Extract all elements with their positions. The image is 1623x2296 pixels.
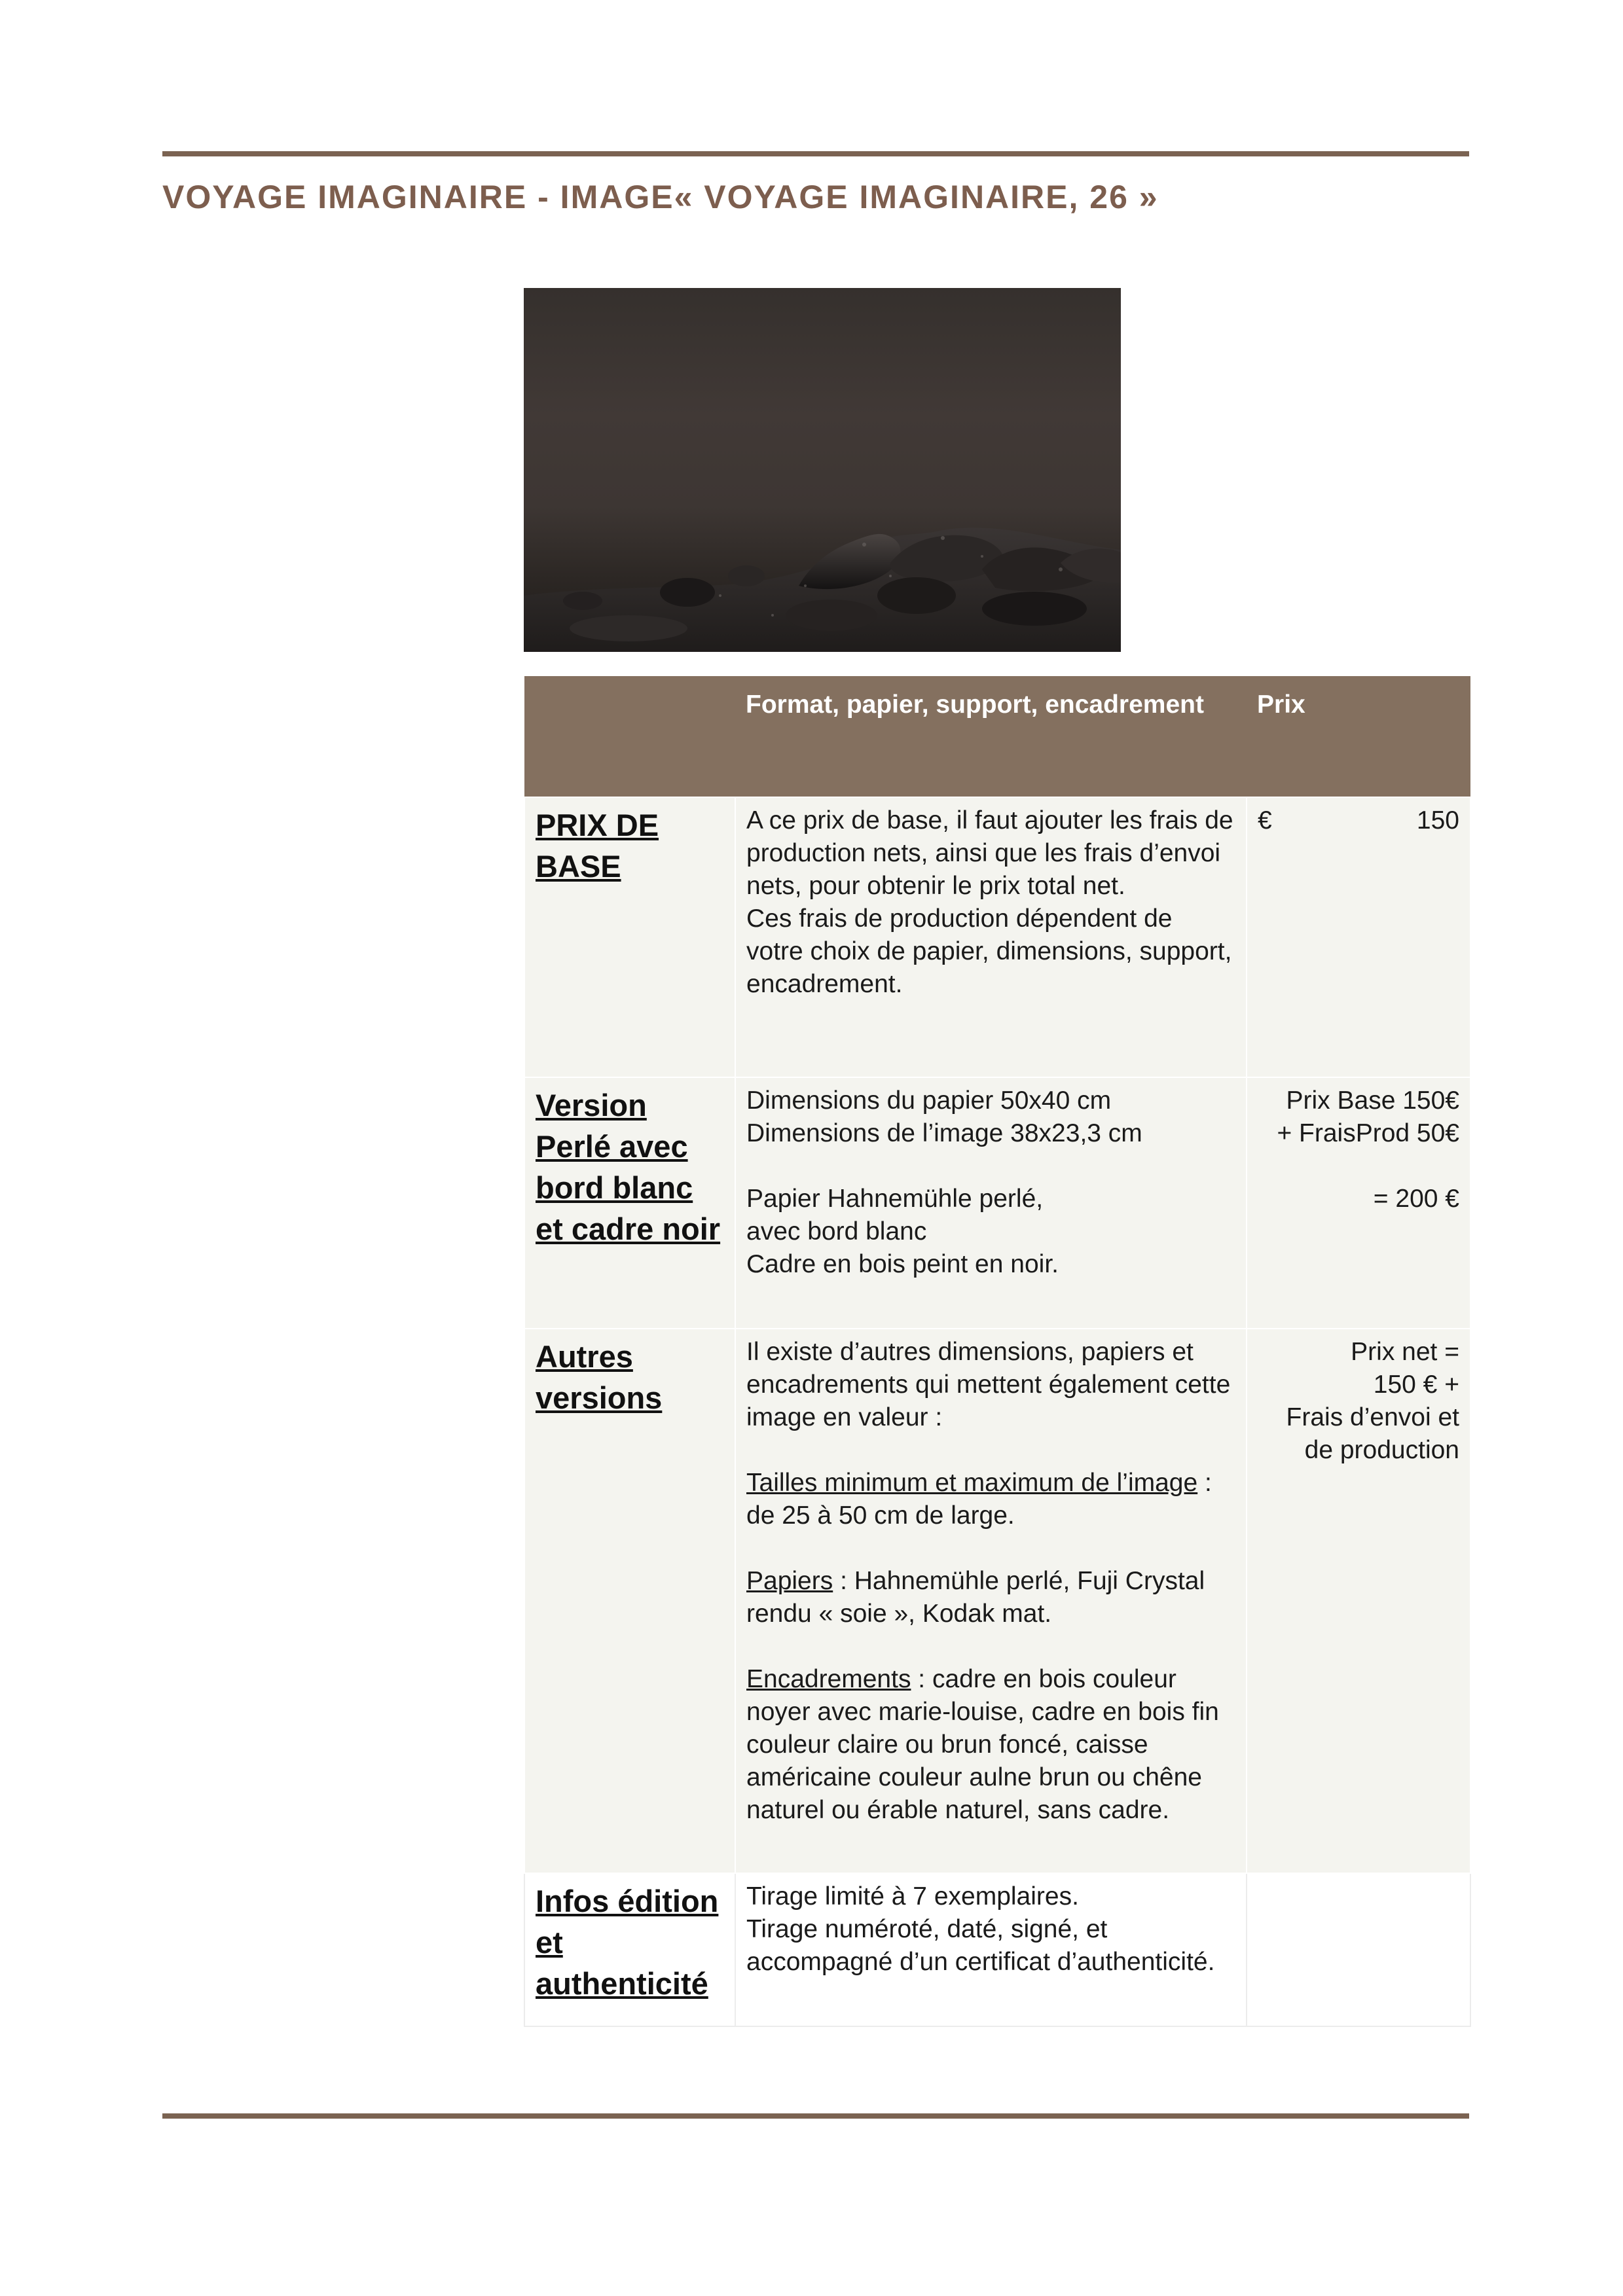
base-price (1258, 804, 1459, 837)
row-label-cell (524, 797, 735, 1077)
row-price-cell (1247, 1329, 1470, 1873)
other-versions-price: Prix net = 150 € + Frais d’envoi et de production (1286, 1338, 1459, 1464)
table-row-other-versions (524, 1329, 1470, 1873)
row-label: PRIX DE BASE (536, 808, 659, 884)
page-title: VOYAGE IMAGINAIRE - IMAGE« VOYAGE IMAGINAIRE, 26 » (162, 179, 1159, 215)
row-description-cell (735, 797, 1247, 1077)
row-label-cell (524, 1873, 735, 2026)
row-description: A ce prix de base, il faut ajouter les frais de production nets, ainsi que les frais d’envoi nets, pour obtenir le prix total net. Ces frais de production dépendent de votre choix de papier, dimensions, support, encadrement. (746, 806, 1233, 998)
header-blank (524, 676, 735, 797)
currency-symbol: € (1258, 806, 1272, 834)
row-price-cell (1247, 1873, 1470, 2026)
row-label: Version Perlé avec bord blanc et cadre noir (536, 1088, 721, 1246)
frames-text: : cadre en bois couleur noyer avec marie-louise, cadre en bois fin couleur claire ou brun foncé, caisse américaine couleur aulne brun ou chêne naturel ou érable naturel, sans cadre. (746, 1665, 1219, 1824)
sizes-label: Tailles minimum et maximum de l’image (746, 1469, 1198, 1497)
base-price-amount: 150 (1416, 806, 1459, 834)
header-price: Prix (1247, 676, 1470, 797)
table-header-row (524, 676, 1470, 797)
row-description-cell (735, 1077, 1247, 1329)
frames-paragraph (746, 1663, 1235, 1827)
row-description-cell (735, 1873, 1247, 2026)
frames-label: Encadrements (746, 1665, 911, 1693)
papers-paragraph (746, 1565, 1235, 1630)
sizes-paragraph (746, 1467, 1235, 1532)
row-label-cell (524, 1329, 735, 1873)
row-label-cell (524, 1077, 735, 1329)
other-versions-intro: Il existe d’autres dimensions, papiers et encadrements qui mettent également cette image en valeur : (746, 1338, 1231, 1431)
row-description-cell (735, 1329, 1247, 1873)
version-price: Prix Base 150€ + FraisProd 50€ = 200 € (1277, 1086, 1459, 1213)
header-format: Format, papier, support, encadrement (735, 676, 1247, 797)
row-price-cell (1247, 1077, 1470, 1329)
table-row-base-price (524, 797, 1470, 1077)
rocks-image (524, 288, 1121, 652)
bottom-rule (162, 2113, 1469, 2119)
row-price-cell (1247, 797, 1470, 1077)
sizes-text: : de 25 à 50 cm de large. (746, 1469, 1212, 1530)
row-label: Infos édition et authenticité (536, 1884, 719, 2001)
papers-text: : Hahnemühle perlé, Fuji Crystal rendu « soie », Kodak mat. (746, 1567, 1205, 1628)
row-description: Dimensions du papier 50x40 cm Dimensions de l’image 38x23,3 cm Papier Hahnemühle perlé, avec bord blanc Cadre en bois peint en noir. (746, 1086, 1142, 1278)
row-label: Autres versions (536, 1339, 663, 1415)
table-row-version (524, 1077, 1470, 1329)
papers-label: Papiers (746, 1567, 833, 1595)
row-description: Tirage limité à 7 exemplaires. Tirage numéroté, daté, signé, et accompagné d’un certificat d’authenticité. (746, 1882, 1215, 1976)
artwork-photo (524, 288, 1121, 652)
top-rule (162, 151, 1469, 156)
price-table (524, 676, 1471, 2027)
table-row-edition-info (524, 1873, 1470, 2026)
